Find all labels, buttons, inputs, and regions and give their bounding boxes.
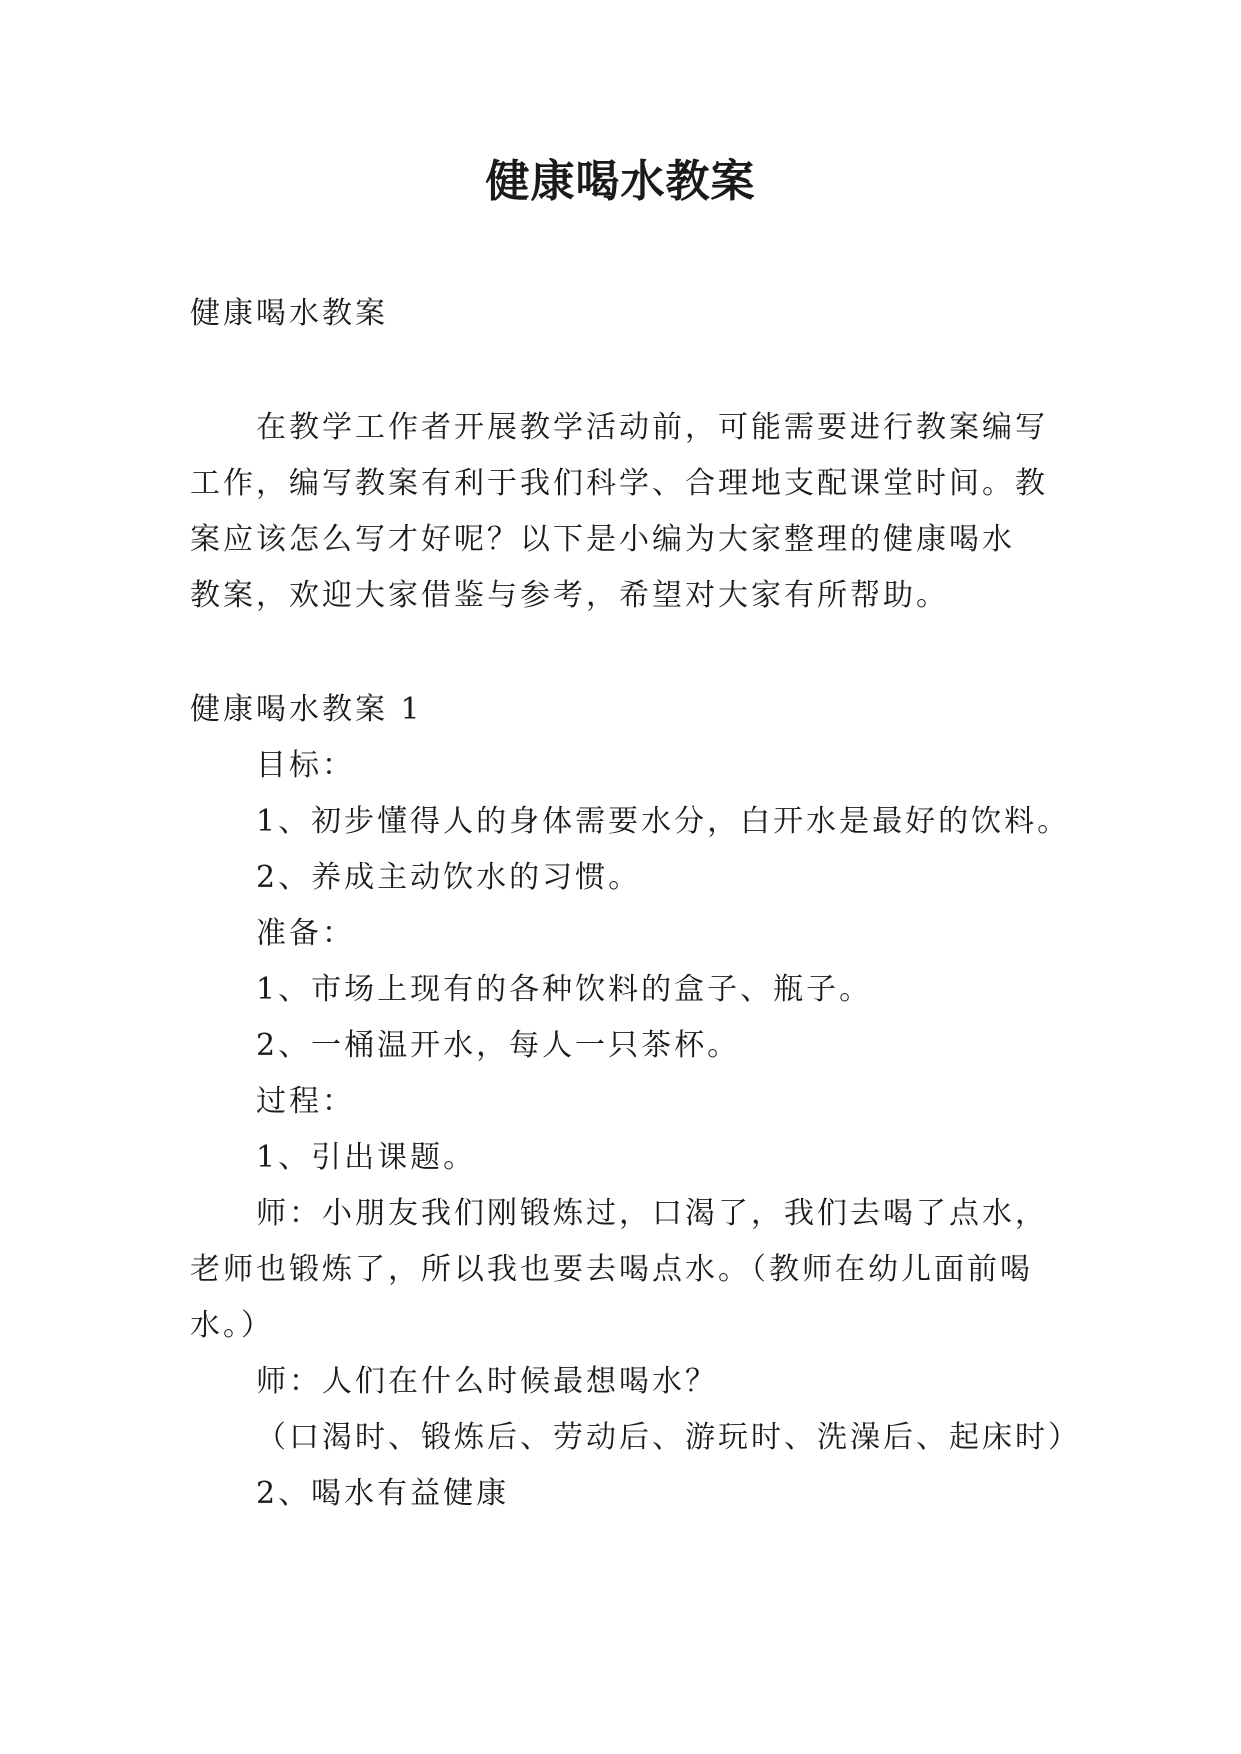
prep-item-2: 2、一桶温开水，每人一只茶杯。	[256, 1028, 741, 1063]
process-step-1: 1、引出课题。	[256, 1140, 477, 1175]
process-step-2: 2、喝水有益健康	[256, 1476, 510, 1511]
intro-line-2: 工作，编写教案有利于我们科学、合理地支配课堂时间。教	[190, 466, 1048, 501]
teacher-line-2: 老师也锻炼了，所以我也要去喝点水。（教师在幼儿面前喝	[190, 1252, 1033, 1287]
process-label: 过程：	[256, 1084, 355, 1119]
section-heading: 健康喝水教案 1	[190, 692, 423, 727]
intro-line-4: 教案，欢迎大家借鉴与参考，希望对大家有所帮助。	[190, 578, 949, 613]
answer-list: （口渴时、锻炼后、劳动后、游玩时、洗澡后、起床时）	[256, 1420, 1081, 1455]
goal-label: 目标：	[256, 748, 355, 783]
prep-item-1: 1、市场上现有的各种饮料的盒子、瓶子。	[256, 972, 873, 1007]
intro-line-3: 案应该怎么写才好呢？以下是小编为大家整理的健康喝水	[190, 522, 1015, 557]
goal-item-2: 2、养成主动饮水的习惯。	[256, 860, 642, 895]
teacher-line-1: 师：小朋友我们刚锻炼过，口渴了，我们去喝了点水，	[256, 1196, 1048, 1231]
teacher-question: 师：人们在什么时候最想喝水？	[256, 1364, 718, 1399]
goal-item-1: 1、初步懂得人的身体需要水分，白开水是最好的饮料。	[256, 804, 1071, 839]
teacher-line-3: 水。）	[190, 1308, 274, 1343]
prep-label: 准备：	[256, 916, 355, 951]
document-subtitle: 健康喝水教案	[190, 296, 388, 331]
document-title: 健康喝水教案	[485, 156, 756, 207]
intro-line-1: 在教学工作者开展教学活动前，可能需要进行教案编写	[256, 410, 1048, 445]
